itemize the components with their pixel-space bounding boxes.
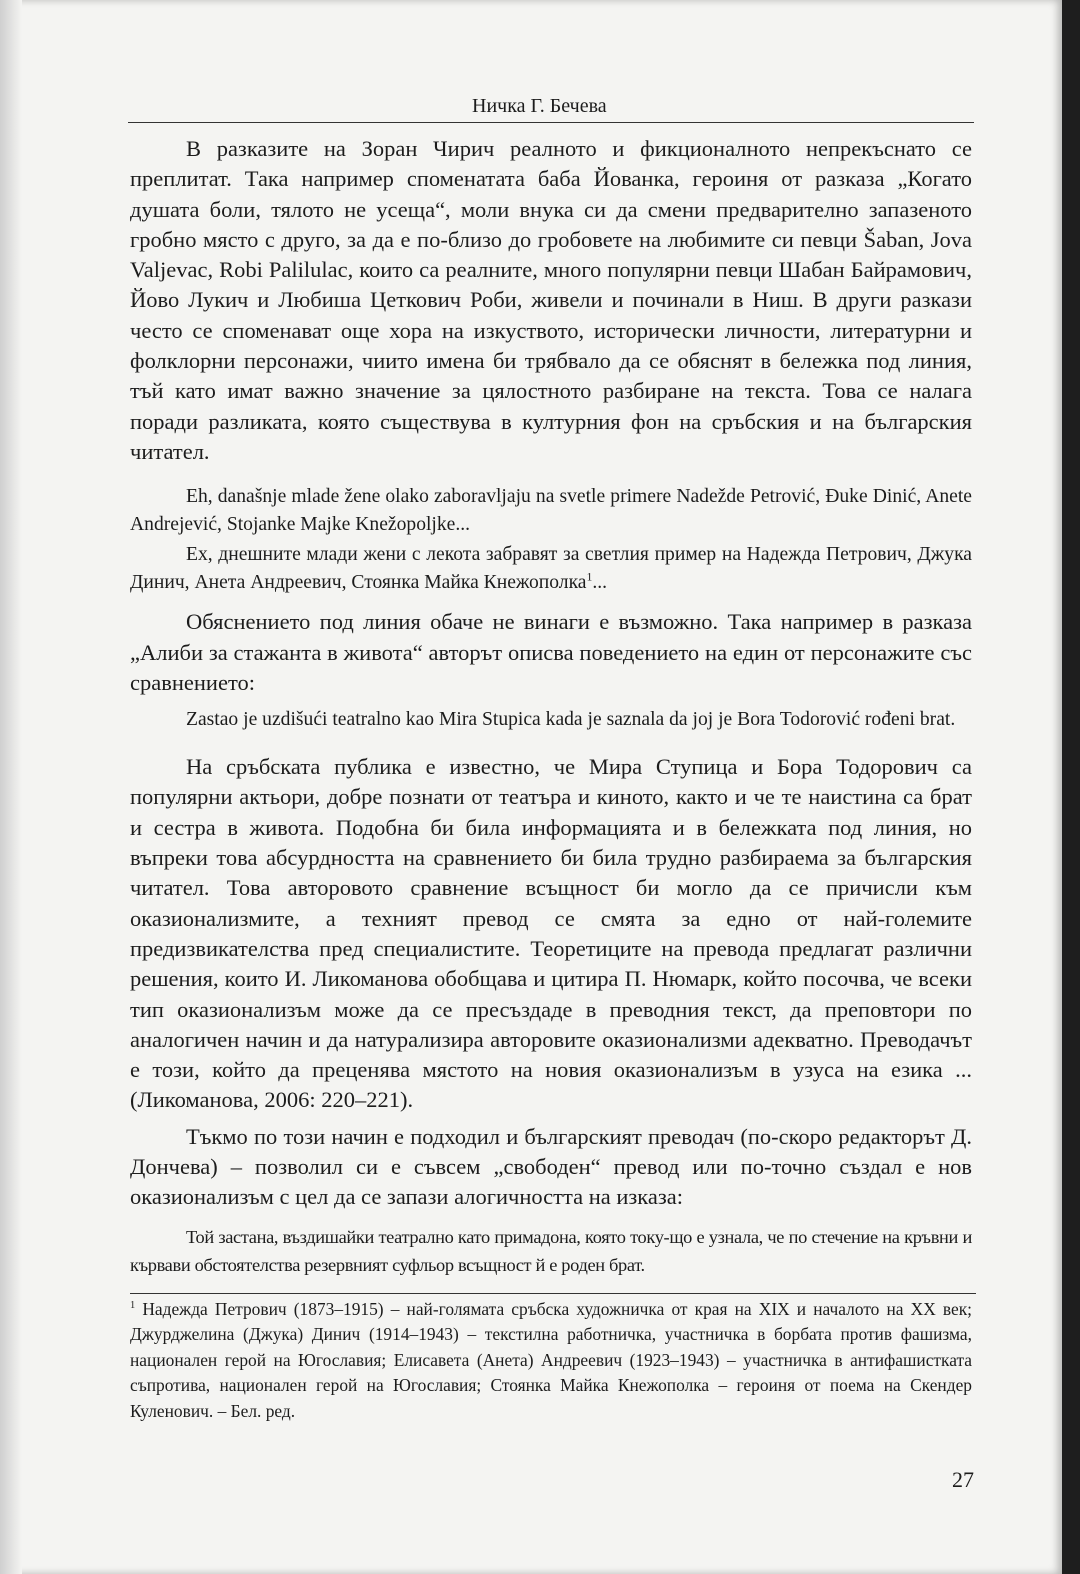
- quote-translation-ellipsis: ...: [592, 572, 608, 594]
- footnote-number: 1: [130, 1299, 136, 1311]
- running-header: [128, 94, 974, 123]
- quote-translation-text: Ех, днешните млади жени с лекота забравят за светлия пример на Надежда Петрович, Джука Динич, Анета Андреевич, Стоянка Майка Кнежополка: [130, 544, 972, 594]
- page-gutter-shadow: [0, 0, 22, 1574]
- scan-right-border: [1062, 0, 1080, 1574]
- body-paragraph-1: В разказите на Зоран Чирич реалното и фикционалното непрекъснато се преплитат. Така например споменатата баба Йованка, героиня от разказа „Когато душата боли, тялото не усеща“, моли внука си да смени предварително запазеното гробно място с друго, за да е по-близо до гробовете на любимите си певци Šaban, Jova Valjevac, Robi Palilulac, които са реалните, много популярни певци Шабан Байрамович, Йово Лукич и Любиша Цеткович Роби, живели и починали в Ниш. В други разкази често се споменават още хора на изкуството, исторически личности, литературни и фолклорни персонажи, чиито имена би трябвало да се обяснят в бележка под линия, тъй като имат важно значение за цялостното разбиране на текста. Това се налага поради разликата, която съществува в културния фон на сръбския и на българския читател.: [130, 136, 972, 464]
- quote-bulgarian-comparison: Той застана, въздишайки театрално като примадона, която току-що е узнала, че по стечение на кръвни и кървави обстоятелства резервният суфльор всъщност й е роден брат.: [130, 1226, 972, 1275]
- footnote-marker: 1: [586, 570, 593, 584]
- body-paragraph-3: На сръбската публика е известно, че Мира Ступица и Бора Тодорович са популярни актьори, добре познати от театъра и киното, както и че те наистина са брат и сестра в живота. Подобна би била информацията и в бележката под линия, но въпреки това абсурдността на сравнението би била трудно разбираема за българския читател. Това авторовото сравнение всъщност би могло да се причисли към оказионализмите, а техният превод се смята за едно от най-големите предизвикателства пред специалистите. Теоретиците на превода предлагат различни решения, които И. Ликоманова обобщава и цитира П. Нюмарк, който посочва, че всеки тип оказионализъм може да се пресъздаде в преводния текст, да преповтори по аналогичен начин и да натурализира авторовите оказионализми адекватно. Преводачът е този, който да преценява мястото на новия оказионализъм в узуса на езика ... (Ликоманова, 2006: 220–221).: [130, 754, 972, 1113]
- page-content: [130, 134, 972, 1424]
- quote-bulgarian-translation: [130, 541, 972, 597]
- running-header-author: Ничка Г. Бечева: [472, 95, 607, 117]
- quote-serbian-comparison: Zastao je uzdišući teatralno kao Mira Stupica kada je saznala da joj je Bora Todorović rođeni brat.: [186, 709, 956, 731]
- page-number: 27: [952, 1467, 974, 1492]
- footnote-text: Надежда Петрович (1873–1915) – най-голямата сръбска художничка от края на XIX и началото на XX век; Джурджелина (Джука) Динич (1914–1943) – текстилна работничка, участничка в борбата против фашизма, национален герой на Югославия; Елисавета (Анета) Андреевич (1923–1943) – участничка в антифашистката съпротива, национален герой на Югославия; Стоянка Майка Кнежополка – героиня от поема на Скендер Куленович. – Бел. ред.: [130, 1298, 972, 1421]
- footnote: [130, 1294, 972, 1425]
- quote-serbian-original: Eh, današnje mlade žene olako zaboravljaju na svetle primere Nadežde Petrović, Đuke Dinić, Anete Andrejević, Stojanke Majke Knežopoljke...: [130, 486, 972, 536]
- body-paragraph-2: Обяснението под линия обаче не винаги е възможно. Така например в разказа „Алиби за стажанта в живота“ авторът описва поведението на един от персонажите със сравнението:: [130, 609, 972, 695]
- body-paragraph-4: Тъкмо по този начин е подходил и българският преводач (по-скоро редакторът Д. Дончева) – позволил си е съвсем „свободен“ превод или по-точно създал е нов оказионализъм с цел да се запази алогичността на изказа:: [130, 1123, 972, 1210]
